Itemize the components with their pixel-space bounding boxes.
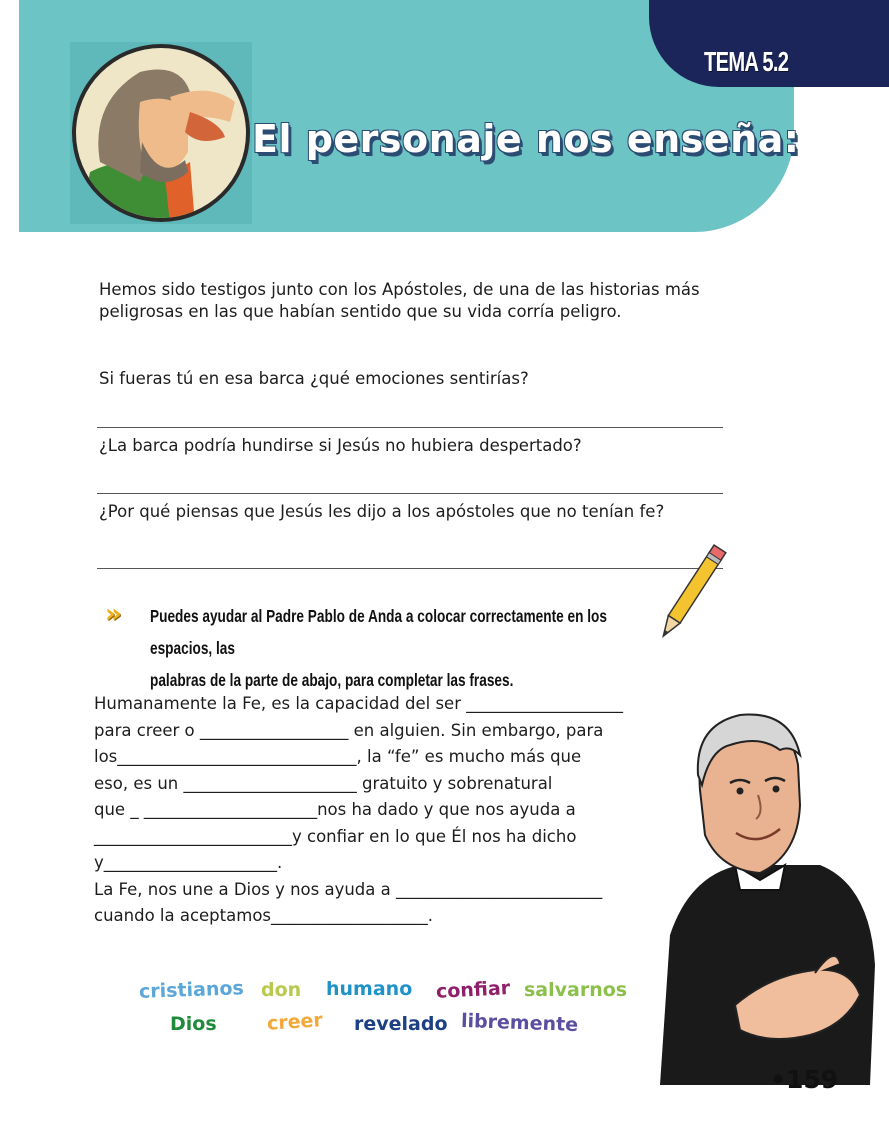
word-bank-item[interactable]: don [261, 979, 302, 1001]
intro-line-2: peligrosas en las que habían sentido que su vida corría peligro. [99, 302, 622, 321]
intro-line-1: Hemos sido testigos junto con los Apóstoles, de una de las historias más [99, 280, 700, 299]
fill-line-6: ________________________y confiar en lo que Él nos ha dicho [94, 827, 577, 846]
word-bank-item[interactable]: cristianos [138, 977, 245, 1003]
question-1: Si fueras tú en esa barca ¿qué emociones sentirías? [99, 369, 529, 388]
apostle-portrait [70, 42, 252, 224]
word-bank-item[interactable]: Dios [170, 1013, 217, 1035]
page-title: El personaje nos enseña: [252, 117, 800, 161]
answer-line-2[interactable] [97, 493, 723, 494]
fill-line-3: los_____________________________, la “fe” es mucho más que [94, 747, 582, 766]
instruction-line-2: palabras de la parte de abajo, para completar las frases. [150, 670, 514, 690]
priest-illustration [640, 705, 880, 1089]
question-3: ¿Por qué piensas que Jesús les dijo a los apóstoles que no tenían fe? [99, 502, 665, 521]
answer-line-1[interactable] [97, 427, 723, 428]
word-bank-item[interactable]: salvarnos [524, 979, 628, 1001]
page-number: •159 [770, 1065, 839, 1094]
word-bank-item[interactable]: revelado [354, 1013, 448, 1035]
double-chevron-icon: » [105, 599, 122, 629]
fill-line-9: cuando la aceptamos___________________. [94, 906, 433, 925]
question-2: ¿La barca podría hundirse si Jesús no hubiera despertado? [99, 436, 582, 455]
instruction-text [150, 600, 665, 696]
instruction-line-1: Puedes ayudar al Padre Pablo de Anda a colocar correctamente en los espacios, las [150, 606, 607, 658]
tema-label: TEMA 5.2 [704, 46, 789, 77]
word-bank-item[interactable]: confiar [435, 977, 511, 1003]
word-bank-item[interactable]: humano [326, 978, 413, 1000]
fill-line-2: para creer o __________________ en alguien. Sin embargo, para [94, 721, 604, 740]
fill-line-4: eso, es un _____________________ gratuito y sobrenatural [94, 774, 553, 793]
fill-line-8: La Fe, nos une a Dios y nos ayuda a _________________________ [94, 880, 603, 899]
fill-line-5: que _ _____________________nos ha dado y que nos ayuda a [94, 800, 576, 819]
fill-line-7: y_____________________. [94, 853, 283, 872]
word-bank-item[interactable]: creer [266, 1009, 324, 1035]
fill-line-1: Humanamente la Fe, es la capacidad del ser ___________________ [94, 694, 623, 713]
word-bank-item[interactable]: libremente [460, 1009, 579, 1037]
answer-line-3[interactable] [97, 568, 723, 569]
